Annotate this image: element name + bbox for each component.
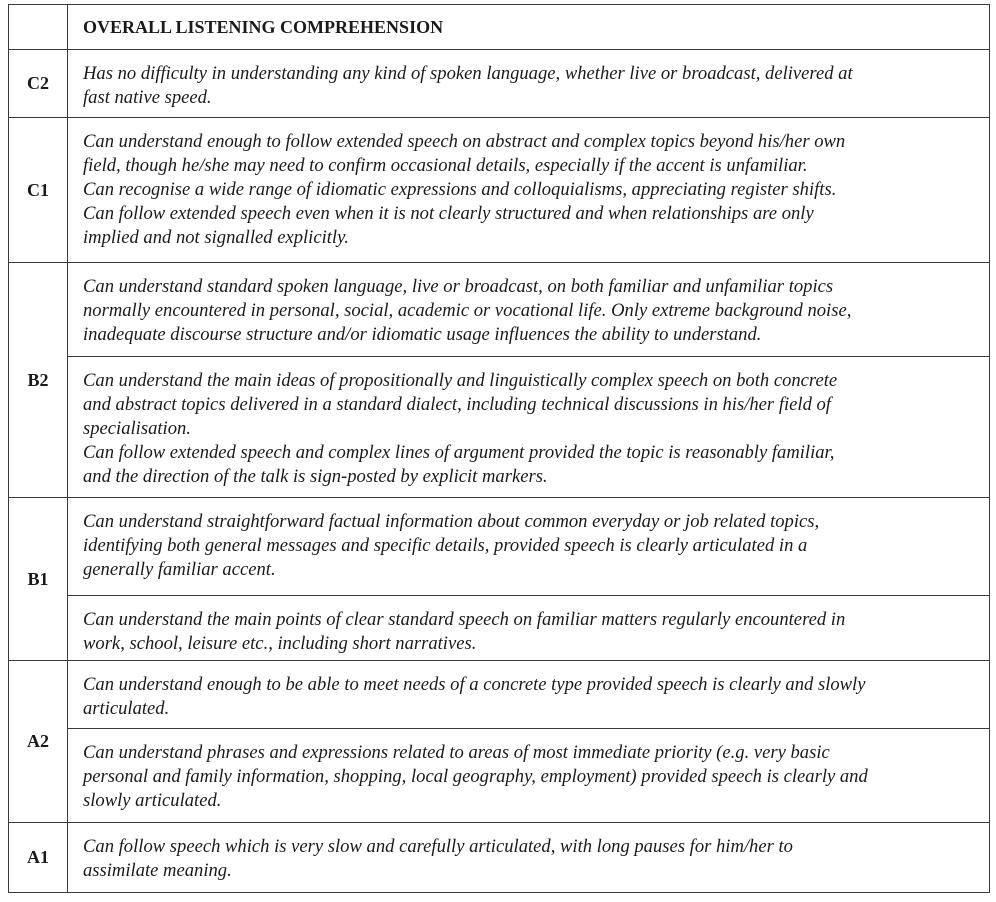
descriptor-line: Can understand the main ideas of propositionally and linguistically complex speech on both concrete <box>83 370 838 391</box>
descriptor-line: generally familiar accent. <box>83 559 276 580</box>
descriptor-cell <box>68 498 990 596</box>
descriptor-line: and abstract topics delivered in a standard dialect, including technical discussions in his/her field of <box>83 394 831 415</box>
table-row <box>9 729 990 823</box>
descriptor-line: Can recognise a wide range of idiomatic expressions and colloquialisms, appreciating register shifts. <box>83 179 837 200</box>
descriptor-line: work, school, leisure etc., including short narratives. <box>83 633 477 654</box>
descriptor-line: and the direction of the talk is sign-posted by explicit markers. <box>83 466 548 487</box>
descriptor-line: inadequate discourse structure and/or idiomatic usage influences the ability to understand. <box>83 324 762 345</box>
descriptor-line: articulated. <box>83 698 170 719</box>
descriptor-line: assimilate meaning. <box>83 860 232 881</box>
descriptor-line: Can understand standard spoken language, live or broadcast, on both familiar and unfamiliar topics <box>83 276 834 297</box>
descriptor-cell <box>68 50 990 118</box>
descriptor-line: fast native speed. <box>83 87 212 108</box>
descriptor-line: Can follow extended speech even when it is not clearly structured and when relationships are only <box>83 203 814 224</box>
table-row <box>9 263 990 357</box>
descriptor-line: Can understand enough to follow extended speech on abstract and complex topics beyond his/her own <box>83 131 846 152</box>
descriptor-line: Can understand the main points of clear standard speech on familiar matters regularly encountered in <box>83 609 846 630</box>
header-corner-cell <box>9 5 68 50</box>
descriptor-line: implied and not signalled explicitly. <box>83 227 349 248</box>
table-row <box>9 661 990 729</box>
descriptor-cell <box>68 661 990 729</box>
descriptor-line: Can follow extended speech and complex lines of argument provided the topic is reasonably familiar, <box>83 442 835 463</box>
level-label: B2 <box>9 263 68 498</box>
descriptor-line: field, though he/she may need to confirm occasional details, especially if the accent is unfamiliar. <box>83 155 808 176</box>
table-row <box>9 498 990 596</box>
descriptor-line: Can understand phrases and expressions related to areas of most immediate priority (e.g. very basic <box>83 742 830 763</box>
descriptor-line: identifying both general messages and specific details, provided speech is clearly articulated in a <box>83 535 808 556</box>
level-label: A1 <box>9 823 68 893</box>
table-row <box>9 357 990 498</box>
descriptor-line: specialisation. <box>83 418 191 439</box>
descriptor-line: Can follow speech which is very slow and carefully articulated, with long pauses for him/her to <box>83 836 793 857</box>
table-row <box>9 596 990 661</box>
level-label: C2 <box>9 50 68 118</box>
table-row <box>9 50 990 118</box>
table-row <box>9 823 990 893</box>
listening-comprehension-table <box>8 4 990 893</box>
level-label: C1 <box>9 118 68 263</box>
table-body <box>9 5 990 893</box>
descriptor-cell <box>68 596 990 661</box>
header-row <box>9 5 990 50</box>
descriptor-line: slowly articulated. <box>83 790 222 811</box>
descriptor-line: Can understand enough to be able to meet needs of a concrete type provided speech is clearly and slowly <box>83 674 866 695</box>
descriptor-cell <box>68 729 990 823</box>
descriptor-line: Can understand straightforward factual information about common everyday or job related topics, <box>83 511 820 532</box>
table-title: OVERALL LISTENING COMPREHENSION <box>68 5 990 50</box>
descriptor-cell <box>68 263 990 357</box>
descriptor-cell <box>68 118 990 263</box>
descriptor-cell <box>68 823 990 893</box>
descriptor-line: personal and family information, shopping, local geography, employment) provided speech is clearly and <box>83 766 868 787</box>
descriptor-cell <box>68 357 990 498</box>
descriptor-line: normally encountered in personal, social, academic or vocational life. Only extreme background noise, <box>83 300 852 321</box>
descriptor-line: Has no difficulty in understanding any kind of spoken language, whether live or broadcast, delivered at <box>83 63 853 84</box>
level-label: A2 <box>9 661 68 823</box>
level-label: B1 <box>9 498 68 661</box>
table-row <box>9 118 990 263</box>
